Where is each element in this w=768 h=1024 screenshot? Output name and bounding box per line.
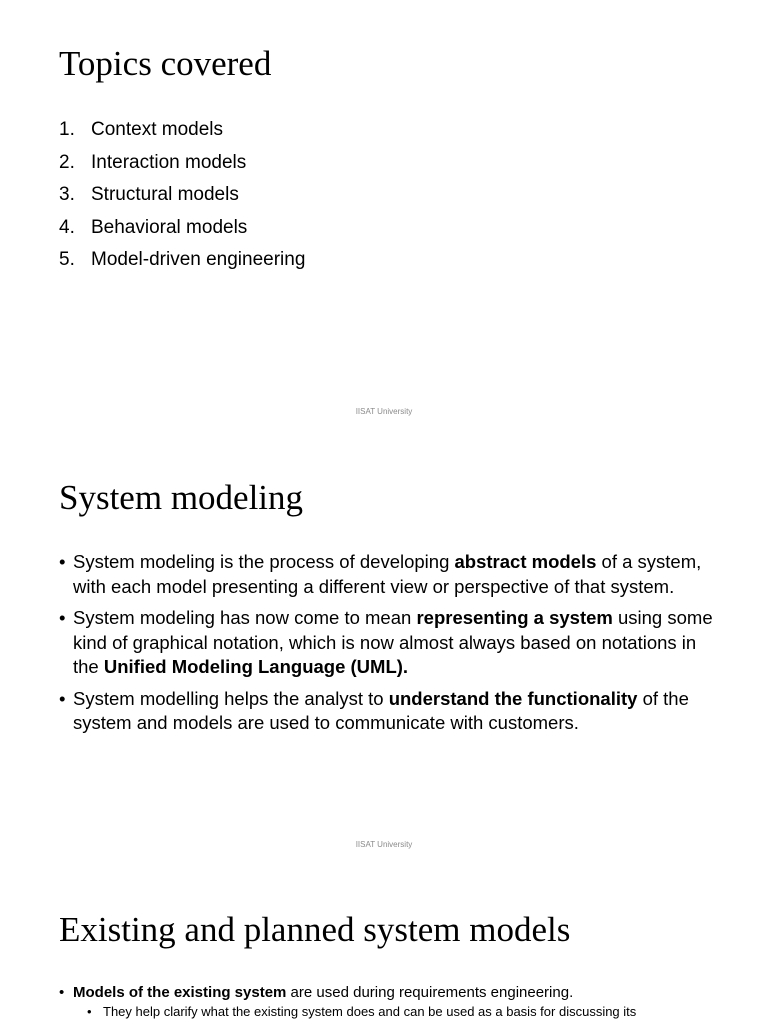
list-item: • They help clarify what the existing system does and can be used as a basis for discussing its bbox=[87, 1004, 637, 1019]
list-item: • System modelling helps the analyst to understand the functionality of the system and models are used to communicate with customers. bbox=[59, 687, 689, 733]
item-text: Interaction models bbox=[91, 151, 247, 173]
emphasis-text: Models of the existing system bbox=[73, 984, 287, 1001]
bullet-icon: • bbox=[59, 687, 66, 709]
list-item: • Models of the existing system are used during requirements engineering. • They help clarify what the existing system does and can be used as a basis for discussing its bbox=[59, 983, 749, 1021]
item-number: 2. bbox=[59, 151, 75, 173]
slide-title: Topics covered bbox=[59, 44, 272, 83]
list-item: • System modeling has now come to mean representing a system using some kind of graphical notation, which is now almost always based on notations in the Unified Modeling Language (UML). bbox=[59, 607, 713, 677]
bullet-icon: • bbox=[59, 551, 66, 572]
item-text: Model-driven engineering bbox=[91, 249, 306, 270]
slide-footer: IISAT University bbox=[355, 840, 413, 849]
item-number: 3. bbox=[59, 184, 75, 205]
item-number: 1. bbox=[59, 119, 75, 140]
list-item bbox=[59, 215, 305, 248]
slide-topics-covered bbox=[0, 0, 768, 432]
list-item bbox=[59, 247, 305, 280]
list-item bbox=[59, 150, 305, 183]
topics-list bbox=[59, 117, 305, 280]
item-text: Context models bbox=[91, 119, 224, 140]
list-item bbox=[59, 182, 305, 215]
item-number: 5. bbox=[59, 249, 75, 270]
item-number: 4. bbox=[59, 216, 75, 238]
bullet-list bbox=[59, 550, 721, 743]
slide-footer: IISAT University bbox=[355, 407, 413, 416]
slide-title: Existing and planned system models bbox=[59, 910, 571, 949]
bullet-list bbox=[59, 983, 749, 1023]
item-text: Structural models bbox=[91, 184, 239, 205]
slide-system-modeling bbox=[0, 432, 768, 864]
bullet-icon: • bbox=[59, 607, 66, 628]
sub-bullet-list bbox=[73, 1003, 749, 1021]
emphasis-text: abstract models bbox=[454, 551, 597, 572]
list-item: • System modeling is the process of developing abstract models of a system, with each model presenting a different view or perspective of that system. bbox=[59, 551, 702, 597]
emphasis-text: Unified Modeling Language (UML). bbox=[103, 656, 409, 677]
emphasis-text: understand the functionality bbox=[388, 687, 638, 709]
list-item bbox=[59, 117, 305, 150]
bullet-icon: • bbox=[87, 1004, 92, 1019]
item-text: Behavioral models bbox=[91, 216, 248, 238]
bullet-icon: • bbox=[59, 984, 65, 1001]
slide-existing-planned-models bbox=[0, 864, 768, 1024]
emphasis-text: representing a system bbox=[416, 607, 613, 628]
slide-title: System modeling bbox=[59, 478, 304, 517]
